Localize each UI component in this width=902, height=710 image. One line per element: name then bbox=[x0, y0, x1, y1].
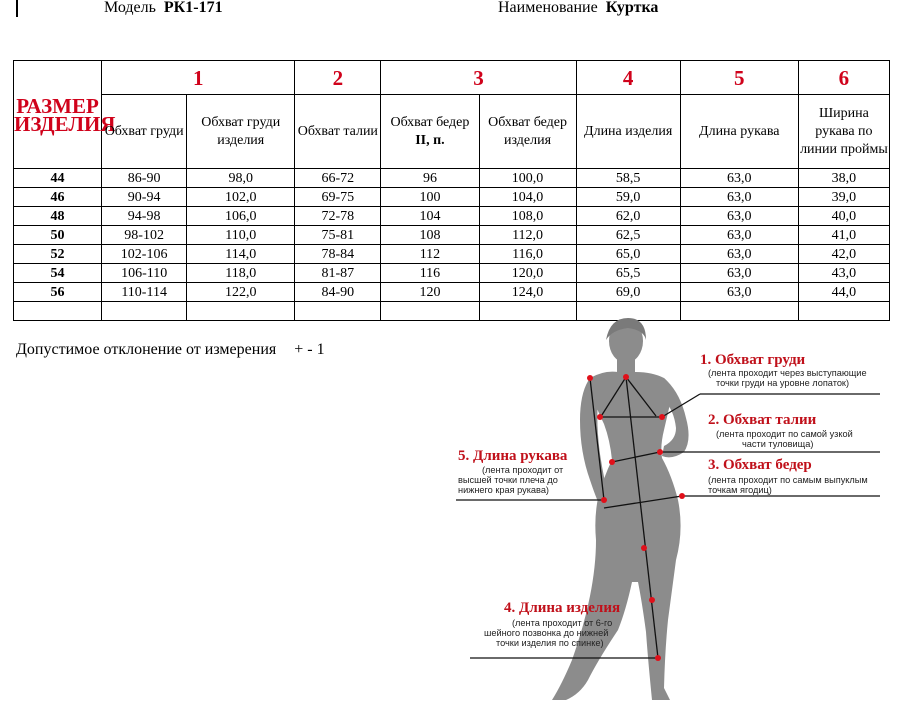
table-cell: 100,0 bbox=[479, 169, 576, 188]
svg-text:точкам ягодиц): точкам ягодиц) bbox=[708, 485, 772, 495]
table-cell: 63,0 bbox=[680, 188, 798, 207]
col-header-sleeve-width: Ширина рукава по линии проймы bbox=[798, 95, 889, 169]
table-cell: 110,0 bbox=[187, 226, 295, 245]
table-cell: 98-102 bbox=[102, 226, 187, 245]
size-cell: 50 bbox=[14, 226, 102, 245]
table-cell: 38,0 bbox=[798, 169, 889, 188]
svg-text:(лента проходит по самой узкой: (лента проходит по самой узкой bbox=[716, 429, 853, 439]
svg-text:нижнего края рукава): нижнего края рукава) bbox=[458, 485, 549, 495]
table-cell: 118,0 bbox=[187, 264, 295, 283]
svg-text:(лента проходит через выступаю: (лента проходит через выступающие bbox=[708, 368, 867, 378]
annotation-hips bbox=[708, 457, 868, 495]
table-cell: 112 bbox=[381, 245, 479, 264]
table-cell: 62,5 bbox=[576, 226, 680, 245]
col-header-chest-garment: Обхват груди изделия bbox=[187, 95, 295, 169]
table-cell: 78-84 bbox=[295, 245, 381, 264]
table-cell: 124,0 bbox=[479, 283, 576, 302]
table-cell: 72-78 bbox=[295, 207, 381, 226]
table-cell: 96 bbox=[381, 169, 479, 188]
table-cell: 120 bbox=[381, 283, 479, 302]
table-cell: 122,0 bbox=[187, 283, 295, 302]
annotation-sleeve-length bbox=[458, 448, 568, 495]
size-cell: 54 bbox=[14, 264, 102, 283]
table-cell: 108,0 bbox=[479, 207, 576, 226]
table-cell: 65,5 bbox=[576, 264, 680, 283]
table-cell: 63,0 bbox=[680, 283, 798, 302]
svg-text:4. Длина изделия: 4. Длина изделия bbox=[504, 600, 621, 616]
group-number-4: 4 bbox=[576, 61, 680, 95]
table-cell: 58,5 bbox=[576, 169, 680, 188]
table-cell: 75-81 bbox=[295, 226, 381, 245]
table-cell: 106,0 bbox=[187, 207, 295, 226]
size-column-header: РАЗМЕР ИЗДЕЛИЯ bbox=[14, 61, 102, 169]
svg-text:(лента проходит от: (лента проходит от bbox=[482, 465, 564, 475]
table-cell: 65,0 bbox=[576, 245, 680, 264]
group-number-3: 3 bbox=[381, 61, 576, 95]
svg-text:(лента проходит от 6-го: (лента проходит от 6-го bbox=[512, 618, 613, 628]
annotation-waist bbox=[708, 412, 853, 449]
table-cell: 63,0 bbox=[680, 169, 798, 188]
table-cell: 41,0 bbox=[798, 226, 889, 245]
table-cell: 40,0 bbox=[798, 207, 889, 226]
name-label: Наименование bbox=[498, 0, 598, 16]
col-header-waist: Обхват талии bbox=[295, 95, 381, 169]
annotation-chest bbox=[700, 352, 867, 388]
table-cell: 66-72 bbox=[295, 169, 381, 188]
table-cell: 84-90 bbox=[295, 283, 381, 302]
table-cell: 39,0 bbox=[798, 188, 889, 207]
table-cell: 44,0 bbox=[798, 283, 889, 302]
svg-text:2. Обхват талии: 2. Обхват талии bbox=[708, 412, 817, 428]
table-cell: 63,0 bbox=[680, 264, 798, 283]
table-cell: 59,0 bbox=[576, 188, 680, 207]
table-cell: 106-110 bbox=[102, 264, 187, 283]
table-cell: 112,0 bbox=[479, 226, 576, 245]
svg-text:5. Длина рукава: 5. Длина рукава bbox=[458, 448, 568, 464]
model-label: Модель bbox=[104, 0, 156, 16]
tolerance-value: + - 1 bbox=[294, 341, 325, 358]
col-header-hips-garment: Обхват бедер изделия bbox=[479, 95, 576, 169]
table-cell: 104 bbox=[381, 207, 479, 226]
svg-text:точки груди на уровне лопаток): точки груди на уровне лопаток) bbox=[716, 378, 850, 388]
table-cell: 102,0 bbox=[187, 188, 295, 207]
table-cell: 100 bbox=[381, 188, 479, 207]
table-cell: 63,0 bbox=[680, 207, 798, 226]
col-header-hips: Обхват бедер II, п. bbox=[381, 95, 479, 169]
table-cell: 62,0 bbox=[576, 207, 680, 226]
table-cell: 94-98 bbox=[102, 207, 187, 226]
svg-text:шейного позвонка до нижней: шейного позвонка до нижней bbox=[484, 628, 609, 638]
table-cell: 116,0 bbox=[479, 245, 576, 264]
size-cell: 52 bbox=[14, 245, 102, 264]
table-cell: 104,0 bbox=[479, 188, 576, 207]
col-header-sleeve-length: Длина рукава bbox=[680, 95, 798, 169]
col-header-length: Длина изделия bbox=[576, 95, 680, 169]
annotation-garment-length bbox=[484, 600, 620, 648]
table-cell: 110-114 bbox=[102, 283, 187, 302]
table-cell: 114,0 bbox=[187, 245, 295, 264]
table-cell: 116 bbox=[381, 264, 479, 283]
table-cell: 43,0 bbox=[798, 264, 889, 283]
group-number-5: 5 bbox=[680, 61, 798, 95]
svg-text:1. Обхват груди: 1. Обхват груди bbox=[700, 352, 806, 368]
table-cell: 98,0 bbox=[187, 169, 295, 188]
svg-text:точки изделия по спинке): точки изделия по спинке) bbox=[496, 638, 604, 648]
table-cell: 69-75 bbox=[295, 188, 381, 207]
tolerance-label: Допустимое отклонение от измерения bbox=[16, 341, 277, 358]
table-cell: 63,0 bbox=[680, 245, 798, 264]
table-cell: 108 bbox=[381, 226, 479, 245]
size-cell: 46 bbox=[14, 188, 102, 207]
size-cell: 56 bbox=[14, 283, 102, 302]
table-cell: 42,0 bbox=[798, 245, 889, 264]
table-cell: 63,0 bbox=[680, 226, 798, 245]
group-number-6: 6 bbox=[798, 61, 889, 95]
group-number-2: 2 bbox=[295, 61, 381, 95]
group-number-1: 1 bbox=[102, 61, 295, 95]
svg-text:(лента проходит по самым выпук: (лента проходит по самым выпуклым bbox=[708, 475, 868, 485]
table-cell: 90-94 bbox=[102, 188, 187, 207]
model-value: РК1-171 bbox=[163, 0, 223, 16]
svg-text:3. Обхват бедер: 3. Обхват бедер bbox=[708, 457, 812, 473]
table-cell: 102-106 bbox=[102, 245, 187, 264]
size-cell: 44 bbox=[14, 169, 102, 188]
name-value: Куртка bbox=[605, 0, 659, 16]
col-header-chest: Обхват груди bbox=[102, 95, 187, 169]
table-cell: 86-90 bbox=[102, 169, 187, 188]
table-cell: 81-87 bbox=[295, 264, 381, 283]
svg-text:части туловища): части туловища) bbox=[742, 439, 814, 449]
table-cell: 120,0 bbox=[479, 264, 576, 283]
table-cell: 69,0 bbox=[576, 283, 680, 302]
size-cell: 48 bbox=[14, 207, 102, 226]
svg-text:высшей точки плеча до: высшей точки плеча до bbox=[458, 475, 558, 485]
